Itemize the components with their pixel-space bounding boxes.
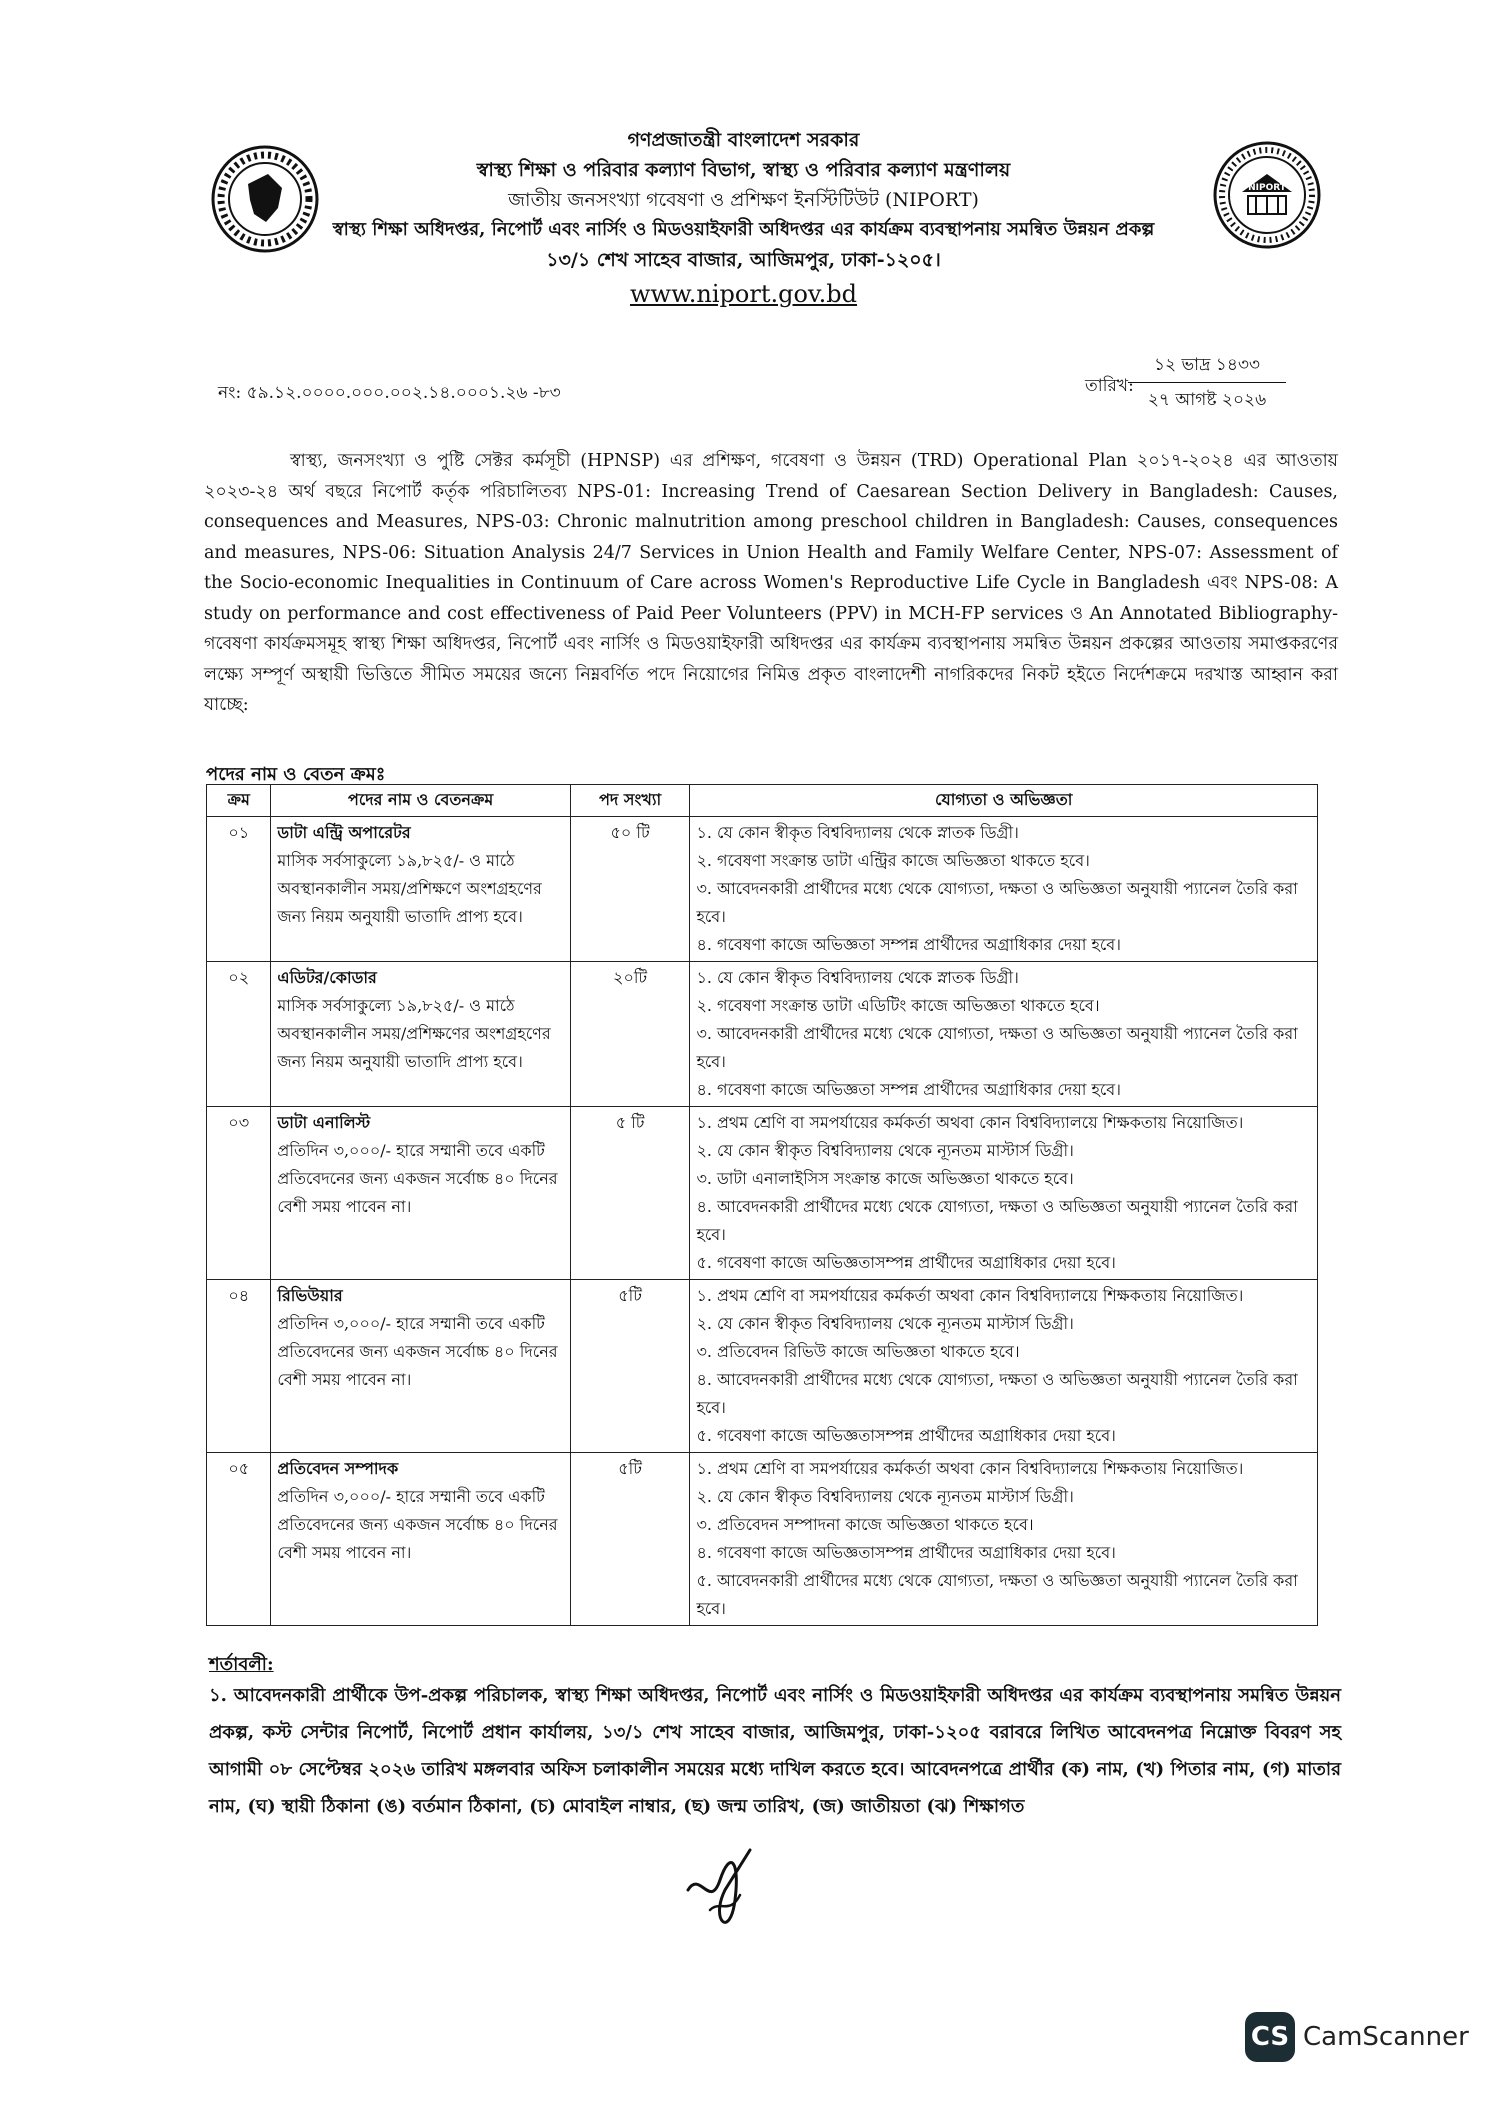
qualification-item: ৪. আবেদনকারী প্রার্থীদের মধ্যে থেকে যোগ্যতা, দক্ষতা ও অভিজ্ঞতা অনুযায়ী প্যানেল তৈরি করা হবে। [696,1370,1298,1417]
qualification-item: ৩. আবেদনকারী প্রার্থীদের মধ্যে থেকে যোগ্যতা, দক্ষতা ও অভিজ্ঞতা অনুযায়ী প্যানেল তৈরি করা হবে। [696,879,1298,926]
memo-number: নং: ৫৯.১২.০০০০.০০০.০০২.১৪.০০০১.২৬ -৮৩ [218,383,561,403]
row-serial: ০৪ [207,1280,271,1453]
col-post-name: পদের নাম ও বেতনক্রম [271,785,570,817]
qualification-item: ৩. প্রতিবেদন সম্পাদনা কাজে অভিজ্ঞতা থাকতে হবে। [696,1515,1034,1534]
post-pay: মাসিক সর্বসাকুল্যে ১৯,৮২৫/- ও মাঠে অবস্থানকালীন সময়/প্রশিক্ষণে অংশগ্রহণের জন্য নিয়ম অনুযায়ী ভাতাদি প্রাপ্য হবে। [277,851,542,926]
post-name: রিভিউয়ার [277,1286,343,1305]
row-post [271,1107,570,1280]
header-line-3: জাতীয় জনসংখ্যা গবেষণা ও প্রশিক্ষণ ইনস্টিটিউট (NIPORT) [508,189,979,211]
intro-paragraph: স্বাস্থ্য, জনসংখ্যা ও পুষ্টি সেক্টর কর্মসূচী (HPNSP) এর প্রশিক্ষণ, গবেষণা ও উন্নয়ন (TRD) Operational Plan ২০১৭-২০২৪ এর আওতায় ২০২৩-২৪ অর্থ বছরে নিপোর্ট কর্তৃক পরিচালিতব্য NPS-01: Increasing Trend of Caesarean Section Delivery in Bangladesh: Causes, consequences and Measures, NPS-03: Chronic malnutrition among preschool children in Bangladesh: Causes, consequences and measures, NPS-06: Situation Analysis 24/7 Services in Union Health and Family Welfare Center, NPS-07: Assessment of the Socio-economic Inequalities in Continuum of Care across Women's Reproductive Life Cycle in Bangladesh এবং NPS-08: A study on performance and cost effectiveness of Paid Peer Volunteers (PPV) in MCH-FP services ও An Annotated Bibliography- গবেষণা কার্যক্রমসমূহ স্বাস্থ্য শিক্ষা অধিদপ্তর, নিপোর্ট এবং নার্সিং ও মিডওয়াইফারী অধিদপ্তর এর কার্যক্রম ব্যবস্থাপনায় সমন্বিত উন্নয়ন প্রকল্পের আওতায় সমাপ্তকরণের লক্ষ্যে সম্পূর্ণ অস্থায়ী ভিত্তিতে সীমিত সময়ের জন্যে নিম্নবর্ণিত পদে নিয়োগের নিমিত্ত প্রকৃত বাংলাদেশী নাগরিকদের নিকট হইতে নির্দেশক্রমে দরখাস্ত আহ্বান করা যাচ্ছে: [204,451,1338,715]
qualification-item: ৫. গবেষণা কাজে অভিজ্ঞতাসম্পন্ন প্রার্থীদের অগ্রাধিকার দেয়া হবে। [696,1426,1116,1445]
row-post [271,1280,570,1453]
terms-title: শর্তাবলী: [209,1654,274,1675]
header-line-1: গণপ্রজাতন্ত্রী বাংলাদেশ সরকার [627,129,860,151]
qualification-item: ২. গবেষণা সংক্রান্ত ডাটা এডিটিং কাজে অভিজ্ঞতা থাকতে হবে। [696,996,1100,1015]
website-link[interactable]: www.niport.gov.bd [630,280,857,308]
row-qualifications [690,817,1318,962]
qualification-item: ৪. আবেদনকারী প্রার্থীদের মধ্যে থেকে যোগ্যতা, দক্ষতা ও অভিজ্ঞতা অনুযায়ী প্যানেল তৈরি করা হবে। [696,1197,1298,1244]
post-pay: প্রতিদিন ৩,০০০/- হারে সম্মানী তবে একটি প্রতিবেদনের জন্য একজন সর্বোচ্চ ৪০ দিনের বেশী সময় পাবেন না। [277,1487,558,1562]
date-label: তারিখ: [1085,376,1134,396]
qualification-item: ৪. গবেষণা কাজে অভিজ্ঞতা সম্পন্ন প্রার্থীদের অগ্রাধিকার দেয়া হবে। [696,935,1121,954]
post-pay: প্রতিদিন ৩,০০০/- হারে সম্মানী তবে একটি প্রতিবেদনের জন্য একজন সর্বোচ্চ ৪০ দিনের বেশী সময় পাবেন না। [277,1141,558,1216]
qualification-item: ১. যে কোন স্বীকৃত বিশ্ববিদ্যালয় থেকে স্নাতক ডিগ্রী। [696,823,1019,842]
post-name: ডাটা এন্ট্রি অপারেটর [277,823,411,842]
row-serial: ০২ [207,962,271,1107]
qualification-item: ৩. প্রতিবেদন রিভিউ কাজে অভিজ্ঞতা থাকতে হবে। [696,1342,1020,1361]
qualification-item: ১. প্রথম শ্রেণি বা সমপর্যায়ের কর্মকর্তা অথবা কোন বিশ্ববিদ্যালয়ে শিক্ষকতায় নিয়োজিত। [696,1459,1244,1478]
camscanner-watermark [1245,2012,1475,2062]
table-row [207,1280,1318,1453]
table-row [207,962,1318,1107]
camscanner-text: CamScanner [1303,2022,1469,2052]
qualification-item: ২. যে কোন স্বীকৃত বিশ্ববিদ্যালয় থেকে ন্যূনতম মাস্টার্স ডিগ্রী। [696,1141,1074,1160]
post-pay: মাসিক সর্বসাকুল্যে ১৯,৮২৫/- ও মাঠে অবস্থানকালীন সময়/প্রশিক্ষণের অংশগ্রহণের জন্য নিয়ম অনুযায়ী ভাতাদি প্রাপ্য হবে। [277,996,551,1071]
date-block [1128,352,1286,415]
row-post [271,1453,570,1626]
col-qualification: যোগ্যতা ও অভিজ্ঞতা [690,785,1318,817]
post-pay: প্রতিদিন ৩,০০০/- হারে সম্মানী তবে একটি প্রতিবেদনের জন্য একজন সর্বোচ্চ ৪০ দিনের বেশী সময় পাবেন না। [277,1314,558,1389]
posts-table [206,784,1318,1626]
qualification-item: ১. যে কোন স্বীকৃত বিশ্ববিদ্যালয় থেকে স্নাতক ডিগ্রী। [696,968,1019,987]
post-name: ডাটা এনালিস্ট [277,1113,371,1132]
col-post-count: পদ সংখ্যা [570,785,690,817]
col-serial: ক্রম [207,785,271,817]
qualification-item: ৩. ডাটা এনালাইসিস সংক্রান্ত কাজে অভিজ্ঞতা থাকতে হবে। [696,1169,1074,1188]
date-bangla: ১২ ভাদ্র ১৪৩৩ [1128,352,1286,383]
qualification-item: ৪. গবেষণা কাজে অভিজ্ঞতা সম্পন্ন প্রার্থীদের অগ্রাধিকার দেয়া হবে। [696,1080,1121,1099]
row-qualifications [690,1280,1318,1453]
post-name: এডিটর/কোডার [277,968,377,987]
qualification-item: ৩. আবেদনকারী প্রার্থীদের মধ্যে থেকে যোগ্যতা, দক্ষতা ও অভিজ্ঞতা অনুযায়ী প্যানেল তৈরি করা হবে। [696,1024,1298,1071]
row-serial: ০৩ [207,1107,271,1280]
row-post [271,962,570,1107]
qualification-item: ২. যে কোন স্বীকৃত বিশ্ববিদ্যালয় থেকে ন্যূনতম মাস্টার্স ডিগ্রী। [696,1314,1074,1333]
section-title: পদের নাম ও বেতন ক্রমঃ [206,764,386,785]
header-line-2: স্বাস্থ্য শিক্ষা ও পরিবার কল্যাণ বিভাগ, স্বাস্থ্য ও পরিবার কল্যাণ মন্ত্রণালয় [476,159,1011,181]
table-row [207,1107,1318,1280]
row-count: ৫টি [570,1280,690,1453]
qualification-item: ২. গবেষণা সংক্রান্ত ডাটা এন্ট্রির কাজে অভিজ্ঞতা থাকতে হবে। [696,851,1090,870]
qualification-item: ২. যে কোন স্বীকৃত বিশ্ববিদ্যালয় থেকে ন্যূনতম মাস্টার্স ডিগ্রী। [696,1487,1074,1506]
row-count: ৫০ টি [570,817,690,962]
qualification-item: ৪. গবেষণা কাজে অভিজ্ঞতাসম্পন্ন প্রার্থীদের অগ্রাধিকার দেয়া হবে। [696,1543,1116,1562]
header-line-4: স্বাস্থ্য শিক্ষা অধিদপ্তর, নিপোর্ট এবং নার্সিং ও মিডওয়াইফারী অধিদপ্তর এর কার্যক্রম ব্যবস্থাপনায় সমন্বিত উন্নয়ন প্রকল্প [332,219,1155,240]
qualification-item: ১. প্রথম শ্রেণি বা সমপর্যায়ের কর্মকর্তা অথবা কোন বিশ্ববিদ্যালয়ে শিক্ষকতায় নিয়োজিত। [696,1113,1244,1132]
row-qualifications [690,1107,1318,1280]
qualification-item: ৫. গবেষণা কাজে অভিজ্ঞতাসম্পন্ন প্রার্থীদের অগ্রাধিকার দেয়া হবে। [696,1253,1116,1272]
row-post [271,817,570,962]
table-row [207,817,1318,962]
post-name: প্রতিবেদন সম্পাদক [277,1459,399,1478]
table-row [207,1453,1318,1626]
qualification-item: ১. প্রথম শ্রেণি বা সমপর্যায়ের কর্মকর্তা অথবা কোন বিশ্ববিদ্যালয়ে শিক্ষকতায় নিয়োজিত। [696,1286,1244,1305]
row-count: ২০টি [570,962,690,1107]
camscanner-logo-icon: CS [1245,2012,1295,2062]
date-english: ২৭ আগষ্ট ২০২৬ [1147,390,1267,410]
qualification-item: ৫. আবেদনকারী প্রার্থীদের মধ্যে থেকে যোগ্যতা, দক্ষতা ও অভিজ্ঞতা অনুযায়ী প্যানেল তৈরি করা হবে। [696,1571,1298,1618]
row-serial: ০১ [207,817,271,962]
signature-icon [680,1840,760,1930]
table-header-row [207,785,1318,817]
terms-paragraph-1: ১. আবেদনকারী প্রার্থীকে উপ-প্রকল্প পরিচালক, স্বাস্থ্য শিক্ষা অধিদপ্তর, নিপোর্ট এবং নার্সিং ও মিডওয়াইফারী অধিদপ্তর এর কার্যক্রম ব্যবস্থাপনায় সমন্বিত উন্নয়ন প্রকল্প, কস্ট সেন্টার নিপোর্ট, নিপোর্ট প্রধান কার্যালয়, ১৩/১ শেখ সাহেব বাজার, আজিমপুর, ঢাকা-১২০৫ বরাবরে লিখিত আবেদনপত্র নিম্নোক্ত বিবরণ সহ আগামী ০৮ সেপ্টেম্বর ২০২৬ তারিখ মঙ্গলবার অফিস চলাকালীন সময়ের মধ্যে দাখিল করতে হবে। আবেদনপত্রে প্রার্থীর (ক) নাম, (খ) পিতার নাম, (গ) মাতার নাম, (ঘ) স্থায়ী ঠিকানা (ঙ) বর্তমান ঠিকানা, (চ) মোবাইল নাম্বার, (ছ) জন্ম তারিখ, (জ) জাতীয়তা (ঝ) শিক্ষাগত [209,1685,1341,1817]
row-serial: ০৫ [207,1453,271,1626]
row-qualifications [690,1453,1318,1626]
row-count: ৫ টি [570,1107,690,1280]
row-count: ৫টি [570,1453,690,1626]
header-address: ১৩/১ শেখ সাহেব বাজার, আজিমপুর, ঢাকা-১২০৫। [546,249,941,271]
niport-seal-text: NIPORT [1248,183,1286,193]
row-qualifications [690,962,1318,1107]
letterhead [0,125,1487,309]
